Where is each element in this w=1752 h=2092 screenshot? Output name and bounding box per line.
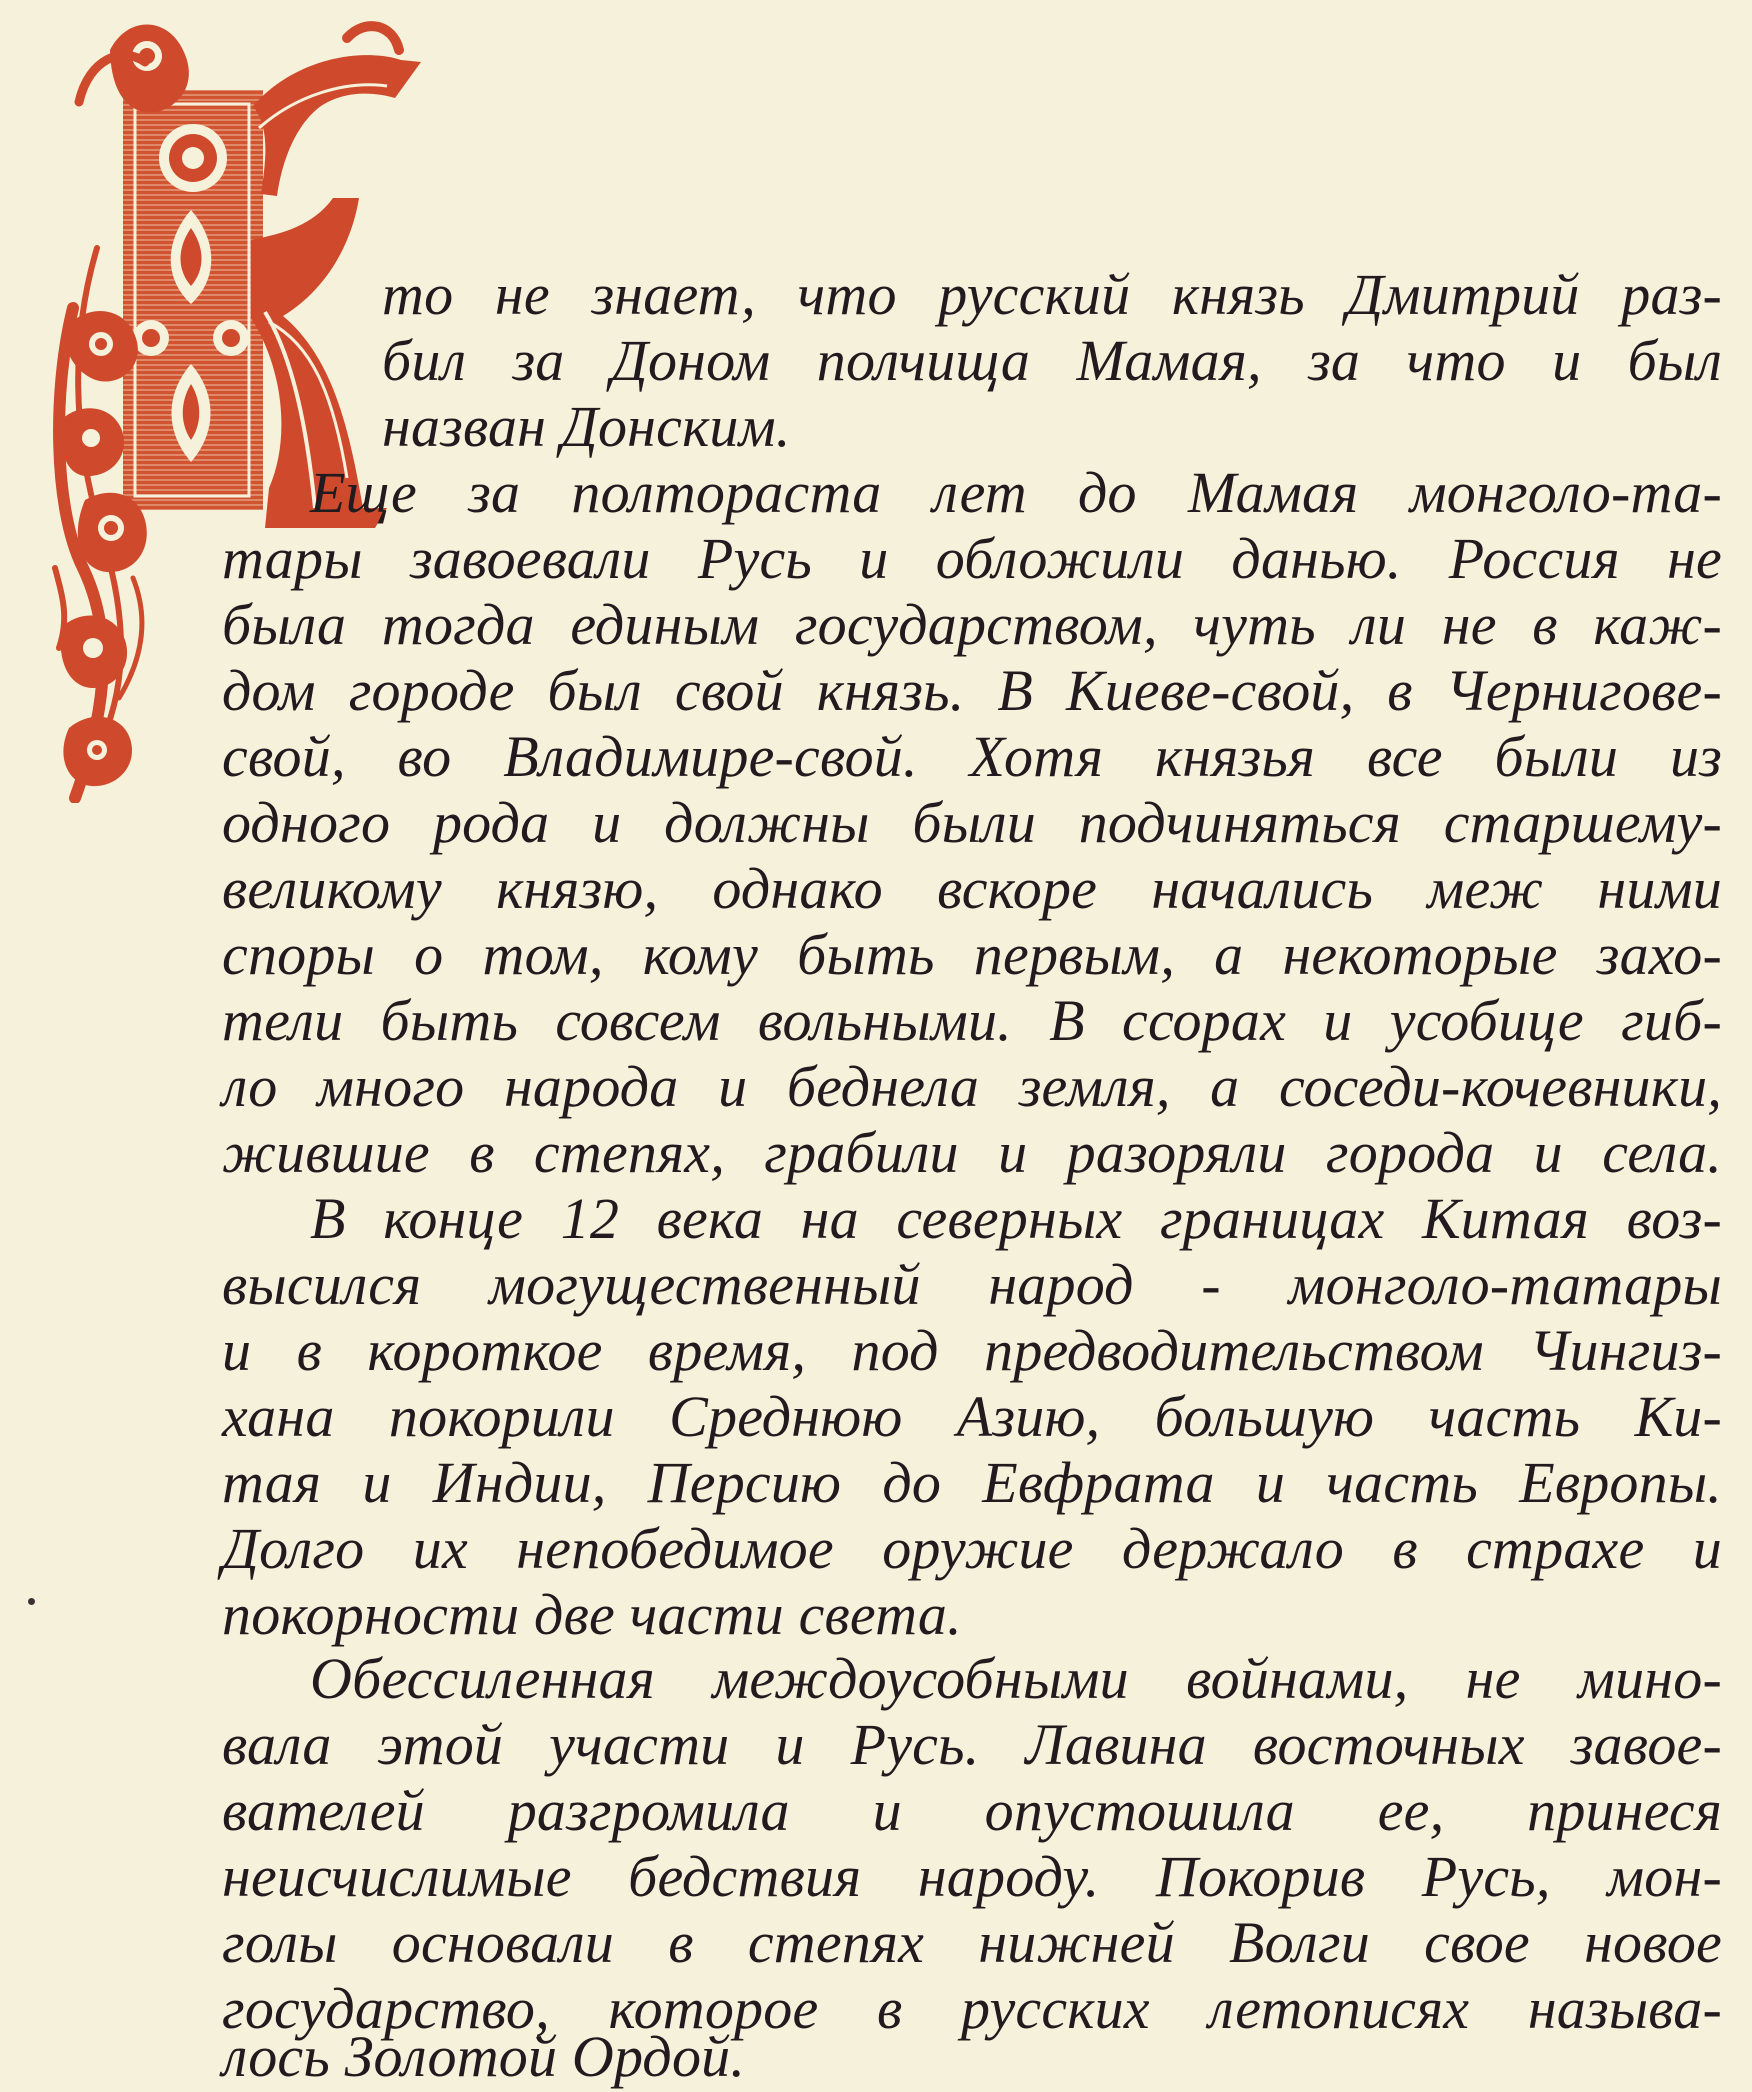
- text-line: тая и Индии, Персию до Евфрата и часть Европы.: [222, 1450, 1722, 1515]
- text-line: тары завоевали Русь и обложили данью. Россия не: [222, 526, 1722, 591]
- text-line: покорности две части света.: [222, 1582, 962, 1647]
- text-line: споры о том, кому быть первым, а некоторые захо-: [222, 922, 1722, 987]
- text-line: хана покорили Среднюю Азию, большую часть Ки-: [222, 1384, 1722, 1449]
- text-line: была тогда единым государством, чуть ли не в каж-: [222, 592, 1722, 657]
- text-line: В конце 12 века на северных границах Китая воз-: [310, 1186, 1722, 1251]
- text-line: Долго их непобедимое оружие держало в страхе и: [222, 1516, 1722, 1581]
- text-line: высился могущественный народ - монголо-татары: [222, 1252, 1722, 1317]
- text-line: то не знает, что русский князь Дмитрий раз-: [382, 262, 1722, 327]
- text-line: и в короткое время, под предводительством Чингиз-: [222, 1318, 1722, 1383]
- text-line: дом городе был свой князь. В Киеве-свой, в Чернигове-: [222, 658, 1722, 723]
- text-line: бил за Доном полчища Мамая, за что и был: [382, 328, 1722, 393]
- text-line: вала этой участи и Русь. Лавина восточных завое-: [222, 1712, 1722, 1777]
- text-line: одного рода и должны были подчиняться старшему-: [222, 790, 1722, 855]
- text-line: тели быть совсем вольными. В ссорах и усобице гиб-: [222, 988, 1722, 1053]
- text-line: свой, во Владимире-свой. Хотя князья все были из: [222, 724, 1722, 789]
- text-line: неисчислимые бедствия народу. Покорив Русь, мон-: [222, 1844, 1722, 1909]
- text-line: ло много народа и беднела земля, а соседи-кочевники,: [222, 1054, 1722, 1119]
- text-line: жившие в степях, грабили и разоряли города и села.: [222, 1120, 1722, 1185]
- text-line: голы основали в степях нижней Волги свое новое: [222, 1910, 1722, 1975]
- text-line: Обессиленная междоусобными войнами, не мино-: [310, 1646, 1722, 1711]
- text-line: Еще за полтораста лет до Мамая монголо-та-: [310, 460, 1722, 525]
- ink-speck: [28, 1598, 35, 1605]
- text-line: государство, которое в русских летописях называ-: [222, 1976, 1722, 2041]
- text-line: великому князю, однако вскоре начались меж ними: [222, 856, 1722, 921]
- text-line: назван Донским.: [382, 394, 791, 459]
- text-line: лось Золотой Ордой.: [222, 2024, 746, 2089]
- text-line: вателей разгромила и опустошила ее, принеся: [222, 1778, 1722, 1843]
